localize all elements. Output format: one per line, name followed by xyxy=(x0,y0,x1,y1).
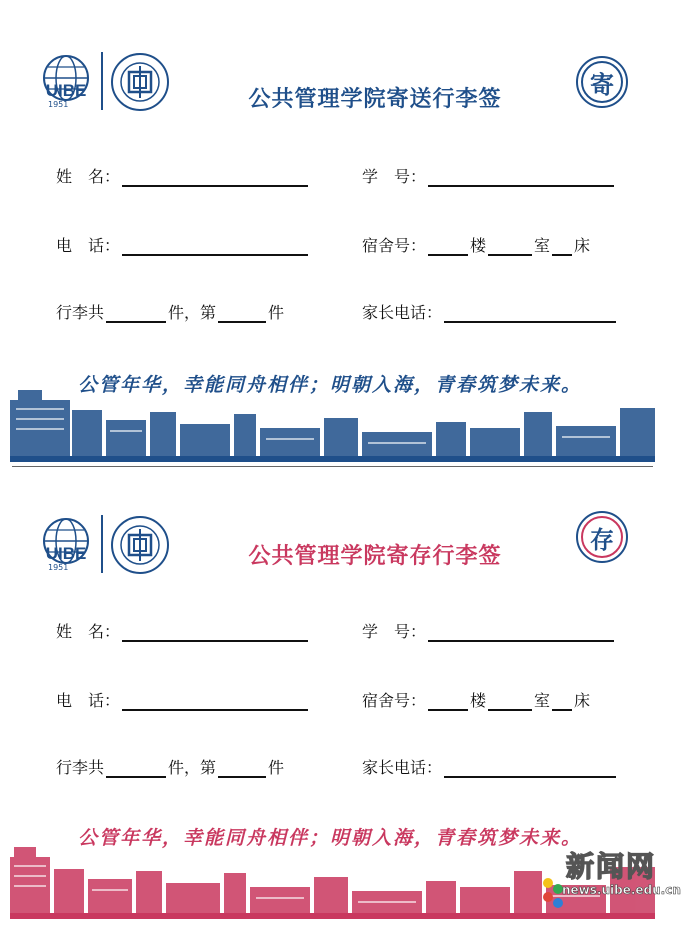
bed-blank[interactable] xyxy=(552,691,572,711)
slogan: 公管年华，幸能同舟相伴；明朝入海，青春筑梦未来。 xyxy=(78,827,583,849)
parent-phone-label: 家长电话： xyxy=(362,303,443,322)
label-title: 公共管理学院寄存行李签 xyxy=(248,544,502,569)
logo-year: 1951 xyxy=(48,100,69,109)
name-blank[interactable] xyxy=(122,167,308,187)
bed-label: 床 xyxy=(574,691,591,710)
dorm-field[interactable] xyxy=(362,233,590,256)
stamp-character: 存 xyxy=(581,516,623,558)
luggage-count-field[interactable] xyxy=(56,755,284,778)
student-id-field[interactable] xyxy=(362,164,616,187)
room-blank[interactable] xyxy=(488,236,532,256)
phone-field[interactable] xyxy=(56,233,310,256)
name-field[interactable] xyxy=(56,619,310,642)
luggage-total-label: 行李共 xyxy=(56,303,105,322)
svg-text:UIBE: UIBE xyxy=(45,81,87,100)
stamp-character: 寄 xyxy=(581,61,623,103)
luggage-total-label: 行李共 xyxy=(56,758,105,777)
school-emblem-icon xyxy=(110,52,170,112)
stamp-badge xyxy=(576,56,628,108)
watermark-url: news.uibe.edu.cn xyxy=(562,883,681,897)
dorm-label: 宿舍号： xyxy=(362,691,427,710)
logo-separator xyxy=(101,515,103,573)
piece-no-label: 件，第 xyxy=(168,758,217,777)
name-label: 姓 名： xyxy=(56,622,121,641)
school-emblem-icon xyxy=(110,515,170,575)
piece-label: 件 xyxy=(268,303,285,322)
dorm-label: 宿舍号： xyxy=(362,236,427,255)
phone-blank[interactable] xyxy=(122,236,308,256)
logo-separator xyxy=(101,52,103,110)
luggage-count-field[interactable] xyxy=(56,300,284,323)
logo-year: 1951 xyxy=(48,563,69,572)
name-blank[interactable] xyxy=(122,622,308,642)
piece-number-blank[interactable] xyxy=(218,303,266,323)
room-label: 室 xyxy=(534,691,551,710)
building-blank[interactable] xyxy=(428,236,468,256)
campus-skyline-illustration xyxy=(10,382,655,462)
building-label: 楼 xyxy=(470,691,487,710)
phone-blank[interactable] xyxy=(122,691,308,711)
bed-blank[interactable] xyxy=(552,236,572,256)
phone-label: 电 话： xyxy=(56,691,121,710)
dorm-field[interactable] xyxy=(362,688,590,711)
label-title: 公共管理学院寄送行李签 xyxy=(248,87,502,112)
total-pieces-blank[interactable] xyxy=(106,303,166,323)
name-label: 姓 名： xyxy=(56,167,121,186)
piece-number-blank[interactable] xyxy=(218,758,266,778)
piece-label: 件 xyxy=(268,758,285,777)
name-field[interactable] xyxy=(56,164,310,187)
news-site-watermark xyxy=(540,845,681,915)
student-id-label: 学 号： xyxy=(362,622,427,641)
stamp-badge xyxy=(576,511,628,563)
parent-phone-field[interactable] xyxy=(362,755,618,778)
parent-phone-label: 家长电话： xyxy=(362,758,443,777)
student-id-field[interactable] xyxy=(362,619,616,642)
building-blank[interactable] xyxy=(428,691,468,711)
student-id-blank[interactable] xyxy=(428,622,614,642)
phone-label: 电 话： xyxy=(56,236,121,255)
watermark-title: 新闻网 xyxy=(566,850,657,883)
parent-phone-blank[interactable] xyxy=(444,758,616,778)
student-id-blank[interactable] xyxy=(428,167,614,187)
luggage-label-send xyxy=(0,0,665,462)
bed-label: 床 xyxy=(574,236,591,255)
svg-text:UIBE: UIBE xyxy=(45,544,87,563)
student-id-label: 学 号： xyxy=(362,167,427,186)
slogan: 公管年华，幸能同舟相伴；明朝入海，青春筑梦未来。 xyxy=(78,374,583,396)
piece-no-label: 件，第 xyxy=(168,303,217,322)
parent-phone-field[interactable] xyxy=(362,300,618,323)
room-label: 室 xyxy=(534,236,551,255)
total-pieces-blank[interactable] xyxy=(106,758,166,778)
phone-field[interactable] xyxy=(56,688,310,711)
room-blank[interactable] xyxy=(488,691,532,711)
parent-phone-blank[interactable] xyxy=(444,303,616,323)
building-label: 楼 xyxy=(470,236,487,255)
